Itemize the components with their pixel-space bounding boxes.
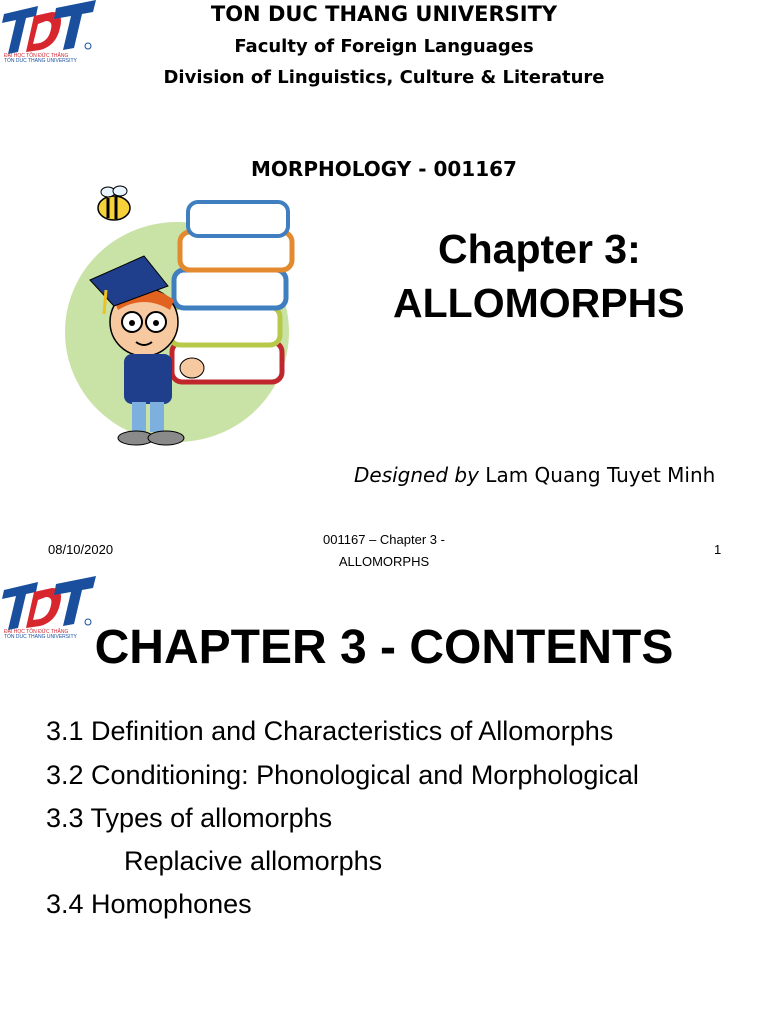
contents-title: CHAPTER 3 - CONTENTS [94, 621, 674, 674]
toc-item: 3.2 Conditioning: Phonological and Morphological [46, 760, 639, 790]
svg-text:ĐẠI HỌC TÔN ĐỨC THẮNG: ĐẠI HỌC TÔN ĐỨC THẮNG [4, 53, 69, 59]
contents-slide [0, 576, 768, 1024]
division-name: Division of Linguistics, Culture & Literature [163, 67, 605, 88]
student-with-books-icon [52, 182, 322, 462]
faculty-name: Faculty of Foreign Languages [234, 36, 534, 57]
chapter-title-line1: Chapter 3: [438, 226, 641, 272]
svg-text:TON DUC THANG UNIVERSITY: TON DUC THANG UNIVERSITY [4, 634, 77, 640]
footer-center-line1: 001167 – Chapter 3 - [323, 532, 445, 547]
footer-date: 08/10/2020 [48, 542, 114, 557]
university-name: TON DUC THANG UNIVERSITY [210, 2, 558, 26]
designer-name: Lam Quang Tuyet Minh [478, 463, 716, 487]
svg-text:ĐẠI HỌC TÔN ĐỨC THẮNG: ĐẠI HỌC TÔN ĐỨC THẮNG [4, 629, 69, 635]
footer-course-title [284, 529, 484, 573]
toc-subitem: Replacive allomorphs [124, 846, 383, 876]
course-code: MORPHOLOGY - 001167 [251, 157, 517, 181]
chapter-title-line2: ALLOMORPHS [393, 280, 685, 326]
toc-item: 3.3 Types of allomorphs [46, 803, 333, 833]
footer-page-number: 1 [714, 542, 722, 557]
toc-item: 3.4 Homophones [46, 889, 252, 919]
footer-center-line2: ALLOMORPHS [338, 554, 430, 569]
designed-by-label: Designed by [354, 463, 479, 487]
toc-item: 3.1 Definition and Characteristics of Allomorphs [46, 716, 614, 746]
svg-text:TON DUC THANG UNIVERSITY: TON DUC THANG UNIVERSITY [4, 58, 77, 64]
designed-by [354, 463, 715, 487]
